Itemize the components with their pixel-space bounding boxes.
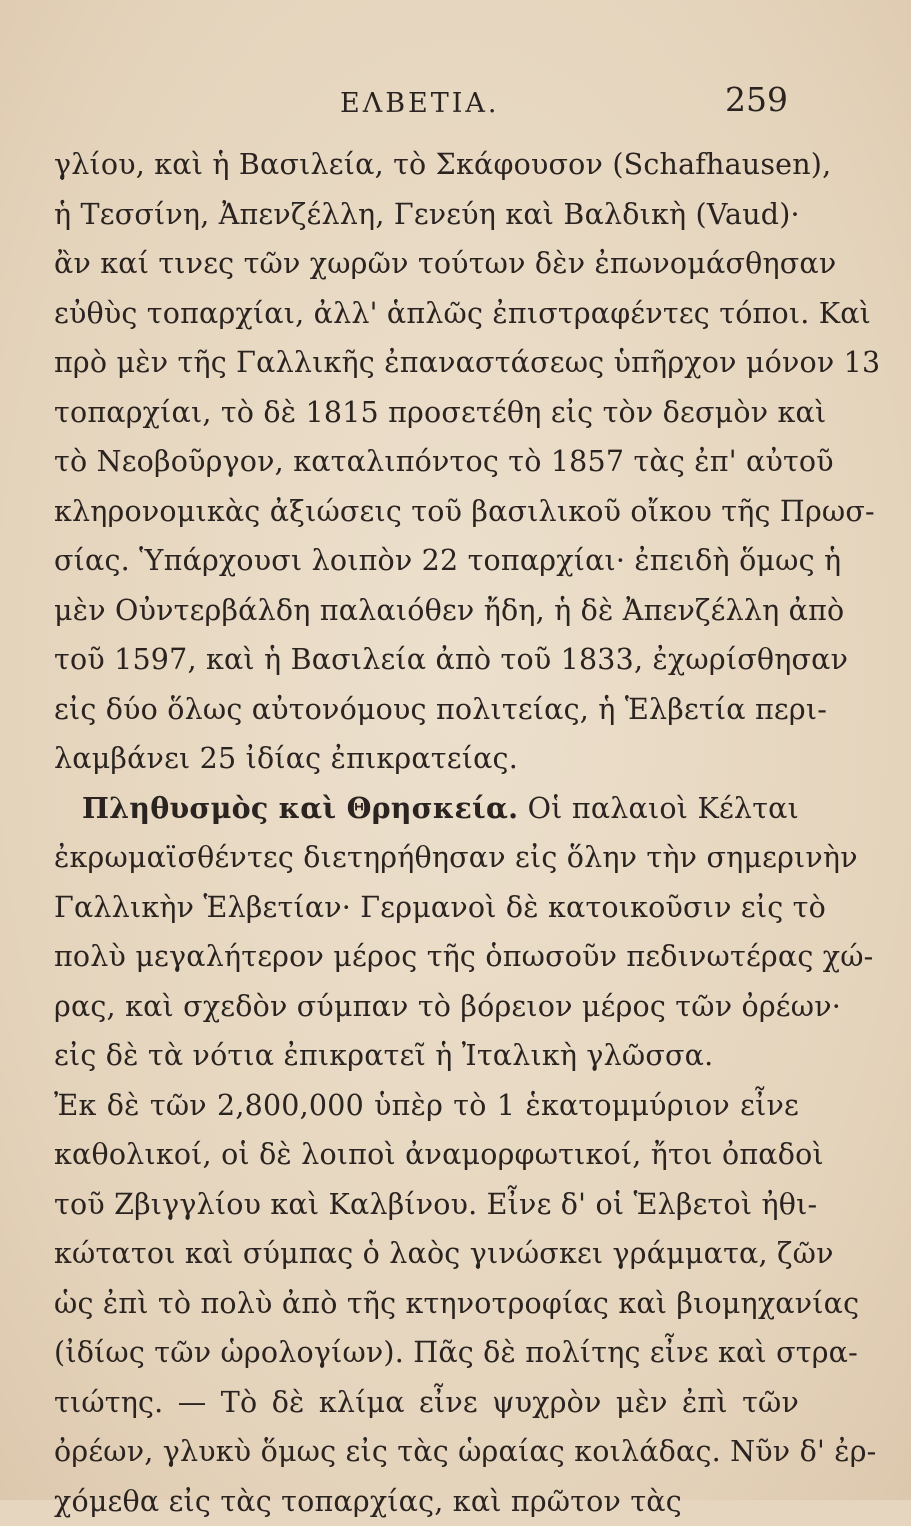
text-line: εἰς δὲ τὰ νότια ἐπικρατεῖ ἡ Ἰταλικὴ γλῶσσα. [54,1031,799,1081]
section-heading: Πληθυσμὸς καὶ Θρησκεία. [82,791,518,825]
text-line: (ἰδίως τῶν ὡρολογίων). Πᾶς δὲ πολίτης εἶνε καὶ στρα- [54,1328,799,1378]
text-line: πρὸ μὲν τῆς Γαλλικῆς ἐπαναστάσεως ὑπῆρχον μόνον 13 [54,338,799,388]
text-line: τοπαρχίαι, τὸ δὲ 1815 προσετέθη εἰς τὸν δεσμὸν καὶ [54,388,799,438]
text-line: ρας, καὶ σχεδὸν σύμπαν τὸ βόρειον μέρος τῶν ὀρέων· [54,982,799,1032]
page-header [0,70,911,130]
text-line: γλίου, καὶ ἡ Βασιλεία, τὸ Σκάφουσον (Schafhausen), [54,140,799,190]
text-line: χόμεθα εἰς τὰς τοπαρχίας, καὶ πρῶτον τὰς [54,1477,799,1526]
text-line: τοῦ Ζβιγγλίου καὶ Καλβίνου. Εἶνε δ' οἱ Ἑλβετοὶ ἠθι- [54,1180,799,1230]
text-line: Γαλλικὴν Ἑλβετίαν· Γερμανοὶ δὲ κατοικοῦσιν εἰς τὸ [54,883,799,933]
text-line: τὸ Νεοβοῦργον, καταλιπόντος τὸ 1857 τὰς ἐπ' αὐτοῦ [54,437,799,487]
text-line: καθολικοί, οἱ δὲ λοιποὶ ἀναμορφωτικοί, ἤτοι ὀπαδοὶ [54,1130,799,1180]
text-line: πολὺ μεγαλήτερον μέρος τῆς ὁπωσοῦν πεδινωτέρας χώ- [54,932,799,982]
running-head: ΕΛΒΕΤΙΑ. [340,88,500,119]
text-line: λαμβάνει 25 ἰδίας ἐπικρατείας. [54,734,799,784]
text-line: τοῦ 1597, καὶ ἡ Βασιλεία ἀπὸ τοῦ 1833, ἐχωρίσθησαν [54,635,799,685]
text-line: ἡ Τεσσίνη, Ἀπενζέλλη, Γενεύη καὶ Βαλδικὴ (Vaud)· [54,190,799,240]
text-line: κληρονομικὰς ἀξιώσεις τοῦ βασιλικοῦ οἴκου τῆς Πρωσ- [54,487,799,537]
text-line: τιώτης. — Τὸ δὲ κλίμα εἶνε ψυχρὸν μὲν ἐπὶ τῶν [54,1378,799,1428]
text-line: Ἐκ δὲ τῶν 2,800,000 ὑπὲρ τὸ 1 ἑκατομμύριον εἶνε [54,1081,799,1131]
text-line: εἰς δύο ὅλως αὐτονόμους πολιτείας, ἡ Ἑλβετία περι- [54,685,799,735]
section-heading-line [54,784,799,834]
section-line-first: Οἱ παλαιοὶ Κέλται [528,792,799,825]
body-text [54,140,799,1526]
text-line: ὡς ἐπὶ τὸ πολὺ ἀπὸ τῆς κτηνοτροφίας καὶ βιομηχανίας [54,1279,799,1329]
text-line: ὀρέων, γλυκὺ ὅμως εἰς τὰς ὡραίας κοιλάδας. Νῦν δ' ἐρ- [54,1427,799,1477]
text-line: σίας. Ὑπάρχουσι λοιπὸν 22 τοπαρχίαι· ἐπειδὴ ὅμως ἡ [54,536,799,586]
text-line: ἂν καί τινες τῶν χωρῶν τούτων δὲν ἐπωνομάσθησαν [54,239,799,289]
text-line: μὲν Οὐντερβάλδη παλαιόθεν ἤδη, ἡ δὲ Ἀπενζέλλη ἀπὸ [54,586,799,636]
text-line: εὐθὺς τοπαρχίαι, ἀλλ' ἁπλῶς ἐπιστραφέντες τόποι. Καὶ [54,289,799,339]
page-number: 259 [725,80,788,119]
text-line: ἐκρωμαϊσθέντες διετηρήθησαν εἰς ὅλην τὴν σημερινὴν [54,833,799,883]
text-line: κώτατοι καὶ σύμπας ὁ λαὸς γινώσκει γράμματα, ζῶν [54,1229,799,1279]
